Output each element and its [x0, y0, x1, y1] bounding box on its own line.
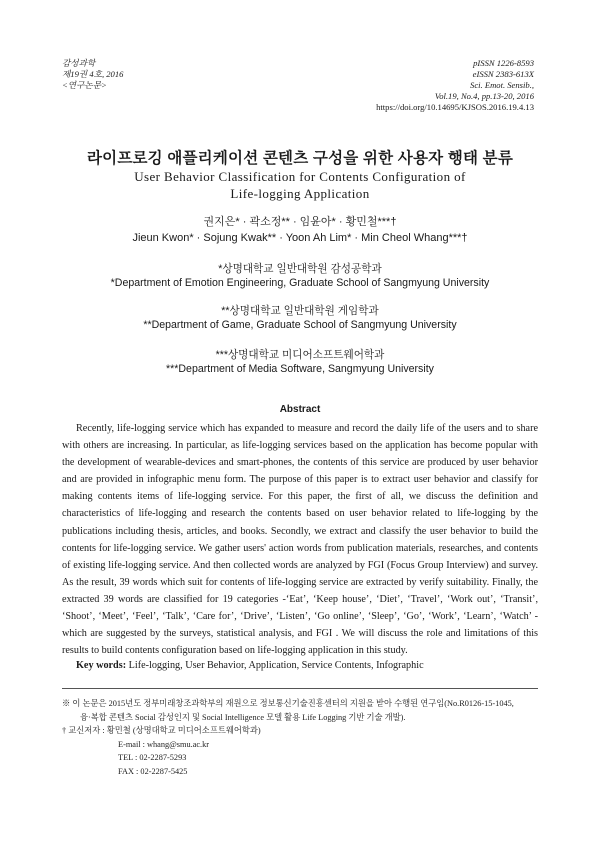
abstract-heading: Abstract — [279, 404, 321, 415]
volume-pages: Vol.19, No.4, pp.13-20, 2016 — [434, 91, 534, 101]
authors-english: Jieun Kwon* · Sojung Kwak** · Yoon Ah Lim* · Min Cheol Whang***† — [132, 232, 468, 244]
pissn: pISSN 1226-8593 — [473, 58, 534, 68]
affiliation-1-english: *Department of Emotion Engineering, Graduate School of Sangmyung University — [110, 277, 490, 289]
article-type: <연구논문> — [62, 80, 107, 90]
affiliation-2-english: **Department of Game, Graduate School of Sangmyung University — [143, 319, 457, 331]
funding-note-line2: 융·복합 콘텐츠 Social 감성인지 및 Social Intelligence 모델 활용 Life Logging 기반 기술 개발). — [80, 712, 406, 722]
author-phone: TEL : 02-2287-5293 — [118, 753, 187, 763]
footnotes — [62, 697, 542, 779]
keywords-text: Life-logging, User Behavior, Application, Service Contents, Infographic — [128, 660, 424, 671]
affiliation-1 — [0, 262, 600, 290]
corresponding-author: † 교신저자 : 황민철 (상명대학교 미디어소프트웨어학과) — [62, 726, 261, 736]
footnote-divider — [62, 688, 538, 689]
paper-title-english-line2: Life-logging Application — [230, 186, 370, 201]
author-fax: FAX : 02-2287-5425 — [118, 766, 188, 776]
paper-title-english-line1: User Behavior Classification for Contents Configuration of — [134, 169, 466, 184]
paper-title-korean: 라이프로깅 애플리케이션 콘텐츠 구성을 위한 사용자 행태 분류 — [86, 150, 514, 167]
affiliation-3-english: ***Department of Media Software, Sangmyung University — [166, 363, 434, 375]
keywords — [76, 660, 424, 671]
authors-korean: 권지은* · 곽소정** · 임윤아* · 황민철***† — [203, 216, 397, 228]
journal-volume: 제19권 4호, 2016 — [62, 69, 124, 79]
keywords-label: Key words: — [76, 660, 127, 671]
paper-title-english — [0, 168, 600, 202]
abstract-text: Recently, life-logging service which has expanded to measure and record the daily life of the users and to share with others are increasing. In particular, as life-logging services based on the application has become popular with the development of wearable-devices and smart-phones, the contents of this service are produced by user behavior and are provided in infographic menu form. The purpose of this paper is to extract user behavior and classify for making contents items of life-logging service. For this paper, the first of all, we discuss the definition and characteristics of life-logging and research the contents based on user behavior related to life-logging by the publications including thesis, articles, and books. Secondly, we extract and classify the user behavior to build the contents for life-logging service. We gather users' action words from publication materials, researches, and contents of existing life-logging service. And then collected words are analyzed by FGI (Focus Group Interview) and survey. As the result, 39 words which suit for contents of life-logging service are extracted by verify suitability. Finally, the extracted 39 words are classified for 19 categories -‘Eat’, ‘Keep house’, ‘Diet’, ‘Travel’, ‘Work out’, ‘Transit’, ‘Shoot’, ‘Meet’, ‘Feel’, ‘Talk’, ‘Care for’, ‘Drive’, ‘Listen’, ‘Go online’, ‘Sleep’, ‘Go’, ‘Work’, ‘Learn’, ‘Watch’ - which are suggested by the surveys, statistical analysis, and FGI . We will discuss the role and limitations of this results to build contents configuration based on life-logging application in this study. — [62, 423, 538, 657]
affiliation-3-korean: ***상명대학교 미디어소프트웨어학과 — [215, 349, 385, 361]
doi-link[interactable]: https://doi.org/10.14695/KJSOS.2016.19.4.13 — [376, 102, 534, 112]
author-email[interactable]: E-mail : whang@smu.ac.kr — [118, 739, 210, 749]
eissn: eISSN 2383-613X — [472, 69, 534, 79]
journal-abbrev: Sci. Emot. Sensib., — [470, 80, 534, 90]
affiliation-2 — [0, 304, 600, 332]
funding-note-line1: ※ 이 논문은 2015년도 정부미래창조과학부의 재원으로 정보통신기술진흥센터의 지원을 받아 수행된 연구임(No.R0126-15-1045, — [62, 699, 514, 708]
affiliation-2-korean: **상명대학교 일반대학원 게임학과 — [221, 305, 379, 317]
affiliation-1-korean: *상명대학교 일반대학원 감성공학과 — [218, 263, 382, 275]
journal-header-left — [62, 58, 123, 91]
journal-header-right — [376, 58, 534, 113]
journal-name: 감성과학 — [62, 58, 96, 68]
affiliation-3 — [0, 348, 600, 376]
